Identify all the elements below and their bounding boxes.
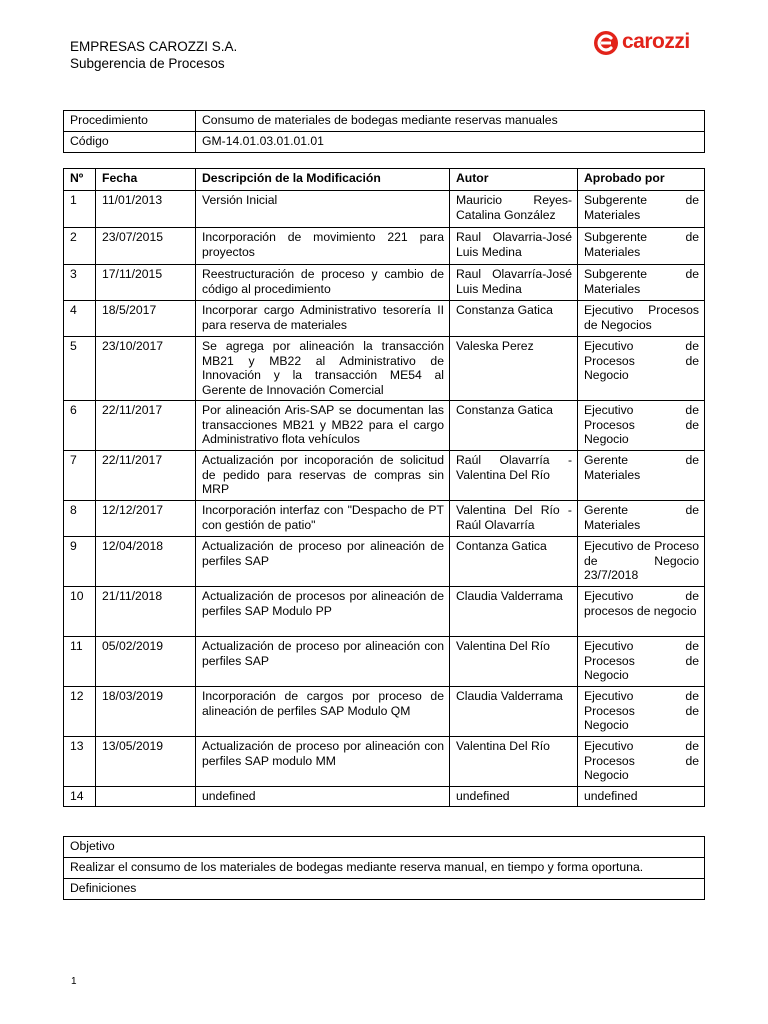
table-row (64, 737, 705, 787)
table-row (64, 787, 705, 807)
row-description: Actualización de proceso por alineación con perfiles SAP modulo MM (196, 737, 450, 787)
row-description: undefined (196, 787, 450, 807)
table-row (64, 301, 705, 337)
row-description: Actualización de proceso por alineación de perfiles SAP (196, 537, 450, 587)
table-row (64, 337, 705, 401)
row-date: 23/10/2017 (96, 337, 196, 401)
row-date: 13/05/2019 (96, 737, 196, 787)
row-description: Incorporación interfaz con "Despacho de PT con gestión de patio" (196, 501, 450, 537)
procedure-info-table (63, 110, 705, 153)
table-row (64, 687, 705, 737)
row-approved-by: Ejecutivo de Proceso de Negocio 23/7/2018 (578, 537, 705, 587)
row-approved-by: Ejecutivo de procesos de negocio (578, 587, 705, 637)
row-date: 12/04/2018 (96, 537, 196, 587)
carozzi-logo (592, 29, 702, 59)
code-label: Código (64, 132, 196, 153)
objective-table (63, 836, 705, 900)
row-approved-by: Ejecutivo Procesos de Negocios (578, 301, 705, 337)
table-row (64, 451, 705, 501)
row-date: 11/01/2013 (96, 191, 196, 228)
row-number: 13 (64, 737, 96, 787)
procedure-row (64, 111, 705, 132)
row-number: 14 (64, 787, 96, 807)
objective-label: Objetivo (64, 837, 705, 858)
row-author: Constanza Gatica (450, 301, 578, 337)
row-number: 3 (64, 265, 96, 301)
row-author: Constanza Gatica (450, 401, 578, 451)
row-date: 17/11/2015 (96, 265, 196, 301)
table-row (64, 191, 705, 228)
row-author: Claudia Valderrama (450, 587, 578, 637)
table-row (64, 401, 705, 451)
row-author: Contanza Gatica (450, 537, 578, 587)
procedure-value: Consumo de materiales de bodegas mediante reservas manuales (196, 111, 705, 132)
row-description: Reestructuración de proceso y cambio de código al procedimiento (196, 265, 450, 301)
row-number: 9 (64, 537, 96, 587)
col-header-description: Descripción de la Modificación (196, 169, 450, 191)
row-author: Valentina Del Río - Raúl Olavarría (450, 501, 578, 537)
col-header-author: Autor (450, 169, 578, 191)
row-date: 12/12/2017 (96, 501, 196, 537)
row-date: 18/03/2019 (96, 687, 196, 737)
row-description: Actualización de procesos por alineación de perfiles SAP Modulo PP (196, 587, 450, 637)
row-number: 7 (64, 451, 96, 501)
row-number: 1 (64, 191, 96, 228)
row-author: Valentina Del Río (450, 637, 578, 687)
row-number: 6 (64, 401, 96, 451)
row-date: 21/11/2018 (96, 587, 196, 637)
company-name: EMPRESAS CAROZZI S.A. (70, 39, 238, 54)
row-approved-by: Subgerente de Materiales (578, 265, 705, 301)
table-row (64, 637, 705, 687)
row-description: Actualización de proceso por alineación con perfiles SAP (196, 637, 450, 687)
row-author: Valentina Del Río (450, 737, 578, 787)
row-author: Raul Olavarria-José Luis Medina (450, 228, 578, 265)
row-description: Por alineación Aris-SAP se documentan las transacciones MB21 y MB22 para el cargo Administrativo flota vehículos (196, 401, 450, 451)
code-value: GM-14.01.03.01.01.01 (196, 132, 705, 153)
col-header-approved-by: Aprobado por (578, 169, 705, 191)
objective-label-row (64, 837, 705, 858)
row-approved-by: Gerente de Materiales (578, 501, 705, 537)
row-description: Incorporar cargo Administrativo tesorería II para reserva de materiales (196, 301, 450, 337)
page-number: 1 (71, 976, 77, 987)
row-number: 2 (64, 228, 96, 265)
table-row (64, 501, 705, 537)
row-number: 12 (64, 687, 96, 737)
row-approved-by: Ejecutivo de Procesos de Negocio (578, 637, 705, 687)
row-number: 8 (64, 501, 96, 537)
row-approved-by: Ejecutivo de Procesos de Negocio (578, 337, 705, 401)
row-number: 11 (64, 637, 96, 687)
row-approved-by: undefined (578, 787, 705, 807)
col-header-number: Nº (64, 169, 96, 191)
row-approved-by: Ejecutivo de Procesos de Negocio (578, 687, 705, 737)
procedure-label: Procedimiento (64, 111, 196, 132)
row-date (96, 787, 196, 807)
row-author: Mauricio Reyes-Catalina González (450, 191, 578, 228)
row-approved-by: Ejecutivo de Procesos de Negocio (578, 401, 705, 451)
row-description: Se agrega por alineación la transacción MB21 y MB22 al Administrativo de Innovación y la transacción ME54 al Gerente de Innovación Comercial (196, 337, 450, 401)
document-header (70, 38, 237, 72)
row-number: 5 (64, 337, 96, 401)
modification-history-table (63, 168, 705, 807)
row-number: 10 (64, 587, 96, 637)
row-author: Valeska Perez (450, 337, 578, 401)
definitions-label: Definiciones (64, 879, 705, 900)
col-header-date: Fecha (96, 169, 196, 191)
row-author: Claudia Valderrama (450, 687, 578, 737)
row-approved-by: Subgerente de Materiales (578, 228, 705, 265)
row-description: Versión Inicial (196, 191, 450, 228)
row-description: Actualización por incoporación de solicitud de pedido para reservas de compras sin MRP (196, 451, 450, 501)
row-author: undefined (450, 787, 578, 807)
row-number: 4 (64, 301, 96, 337)
carozzi-logo-icon (592, 29, 620, 57)
row-approved-by: Ejecutivo de Procesos de Negocio (578, 737, 705, 787)
row-date: 18/5/2017 (96, 301, 196, 337)
definitions-row (64, 879, 705, 900)
objective-text: Realizar el consumo de los materiales de bodegas mediante reserva manual, en tiempo y forma oportuna. (64, 858, 705, 879)
table-row (64, 537, 705, 587)
row-date: 22/11/2017 (96, 401, 196, 451)
objective-text-row (64, 858, 705, 879)
row-description: Incorporación de movimiento 221 para proyectos (196, 228, 450, 265)
logo-wordmark: carozzi (622, 30, 690, 53)
table-row (64, 265, 705, 301)
row-date: 23/07/2015 (96, 228, 196, 265)
table-row (64, 587, 705, 637)
row-description: Incorporación de cargos por proceso de alineación de perfiles SAP Modulo QM (196, 687, 450, 737)
department-name: Subgerencia de Procesos (70, 56, 225, 71)
row-date: 05/02/2019 (96, 637, 196, 687)
row-approved-by: Gerente de Materiales (578, 451, 705, 501)
row-author: Raúl Olavarría - Valentina Del Río (450, 451, 578, 501)
table-row (64, 228, 705, 265)
code-row (64, 132, 705, 153)
row-approved-by: Subgerente de Materiales (578, 191, 705, 228)
row-author: Raul Olavarría-José Luis Medina (450, 265, 578, 301)
table-header-row (64, 169, 705, 191)
row-date: 22/11/2017 (96, 451, 196, 501)
